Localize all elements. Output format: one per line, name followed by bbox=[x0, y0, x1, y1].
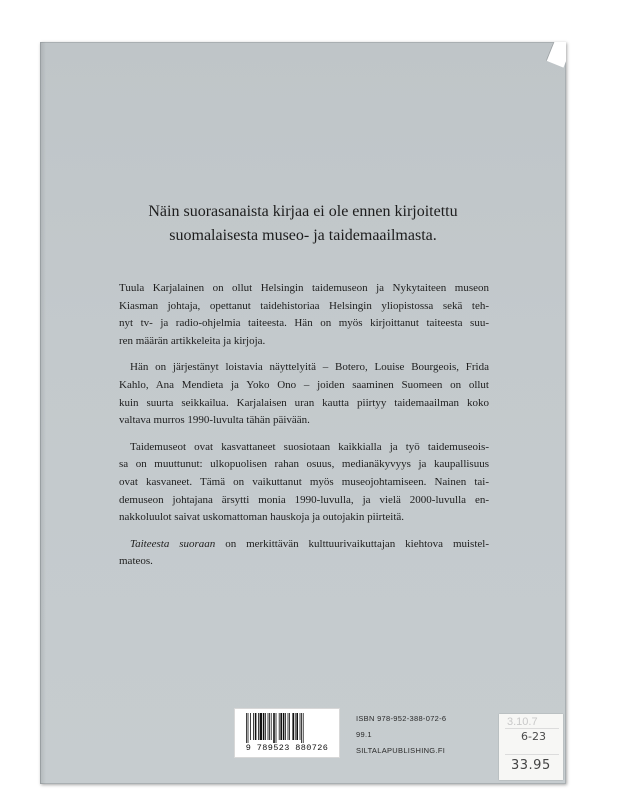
sticker-rule bbox=[505, 754, 559, 755]
sticker-price: 33.95 bbox=[511, 758, 551, 773]
headline-line-1: Näin suorasanaista kirjaa ei ole ennen kirjoitettu bbox=[148, 203, 458, 220]
book-back-cover bbox=[40, 42, 566, 784]
price-sticker bbox=[499, 714, 563, 780]
sticker-faded-text: 3.10.7 bbox=[507, 716, 538, 728]
barcode-bars bbox=[245, 713, 329, 743]
blurb-paragraph-1 bbox=[119, 280, 489, 350]
blurb-body bbox=[119, 280, 489, 580]
text-line: Tuula Karjalainen on ollut Helsingin taidemuseon ja Nykytaiteen museon bbox=[119, 282, 489, 294]
text-line: Taidemuseot ovat kasvattaneet suosiotaan kaikkialla ja työ taidemuseois- bbox=[130, 440, 489, 453]
blurb-paragraph-2 bbox=[119, 359, 489, 429]
text-line: sa on muuttunut: ulkopuolisen rahan osuus, medianäkyvyys ja kaupallisuus bbox=[119, 458, 489, 471]
blurb-paragraph-4 bbox=[119, 536, 489, 571]
publisher-url: SILTALAPUBLISHING.FI bbox=[356, 746, 446, 755]
isbn-number: ISBN 978-952-388-072-6 bbox=[356, 714, 447, 723]
book-title: Taiteesta suoraan bbox=[130, 537, 216, 550]
barcode bbox=[234, 708, 340, 758]
sticker-date: 6-23 bbox=[521, 730, 546, 743]
text-line: Kiasman johtaja, opettanut taidehistoriaa Helsingin yliopistossa sekä teh- bbox=[119, 299, 489, 312]
text-line: demuseon johtajana ärsytti monia 1990-luvulla, ja vielä 2000-luvulla en- bbox=[119, 493, 489, 506]
library-class: 99.1 bbox=[356, 730, 372, 739]
text-line: Kahlo, Ana Mendieta ja Yoko Ono – joiden saaminen Suomeen on ollut bbox=[119, 378, 489, 391]
headline bbox=[80, 200, 526, 248]
isbn-block bbox=[356, 711, 446, 759]
closing-text: on merkittävän kulttuurivaikuttajan kiehtova muistel- bbox=[225, 537, 489, 550]
torn-corner bbox=[546, 42, 566, 68]
headline-line-2: suomalaisesta museo- ja taidemaailmasta. bbox=[169, 227, 437, 244]
blurb-paragraph-3 bbox=[119, 439, 489, 527]
text-line: nakkoluulot saivat uskomattoman hauskoja ja outojakin piirteitä. bbox=[119, 511, 405, 524]
text-line: valtava murros 1990-luvulta tähän päivään. bbox=[119, 414, 310, 427]
text-line: nyt tv- ja radio-ohjelmia taiteesta. Hän on myös kirjoittanut taiteesta suu- bbox=[119, 317, 489, 330]
text-line: ren määrän artikkeleita ja kirjoja. bbox=[119, 334, 266, 347]
barcode-number: 9 789523 880726 bbox=[245, 743, 329, 753]
text-line: ovat kasvaneet. Tämä on vaikuttanut myös museojohtamiseen. Nainen tai- bbox=[119, 475, 489, 488]
text-line bbox=[119, 536, 489, 554]
text-line: kuin suurta seikkailua. Karjalaisen uran kautta piirtyy taidemaailman koko bbox=[119, 396, 489, 409]
spine-shadow bbox=[40, 42, 46, 784]
text-line: mateos. bbox=[119, 555, 153, 568]
sticker-rule bbox=[505, 728, 559, 729]
text-line: Hän on järjestänyt loistavia näyttelyitä – Botero, Louise Bourgeois, Frida bbox=[130, 361, 489, 374]
